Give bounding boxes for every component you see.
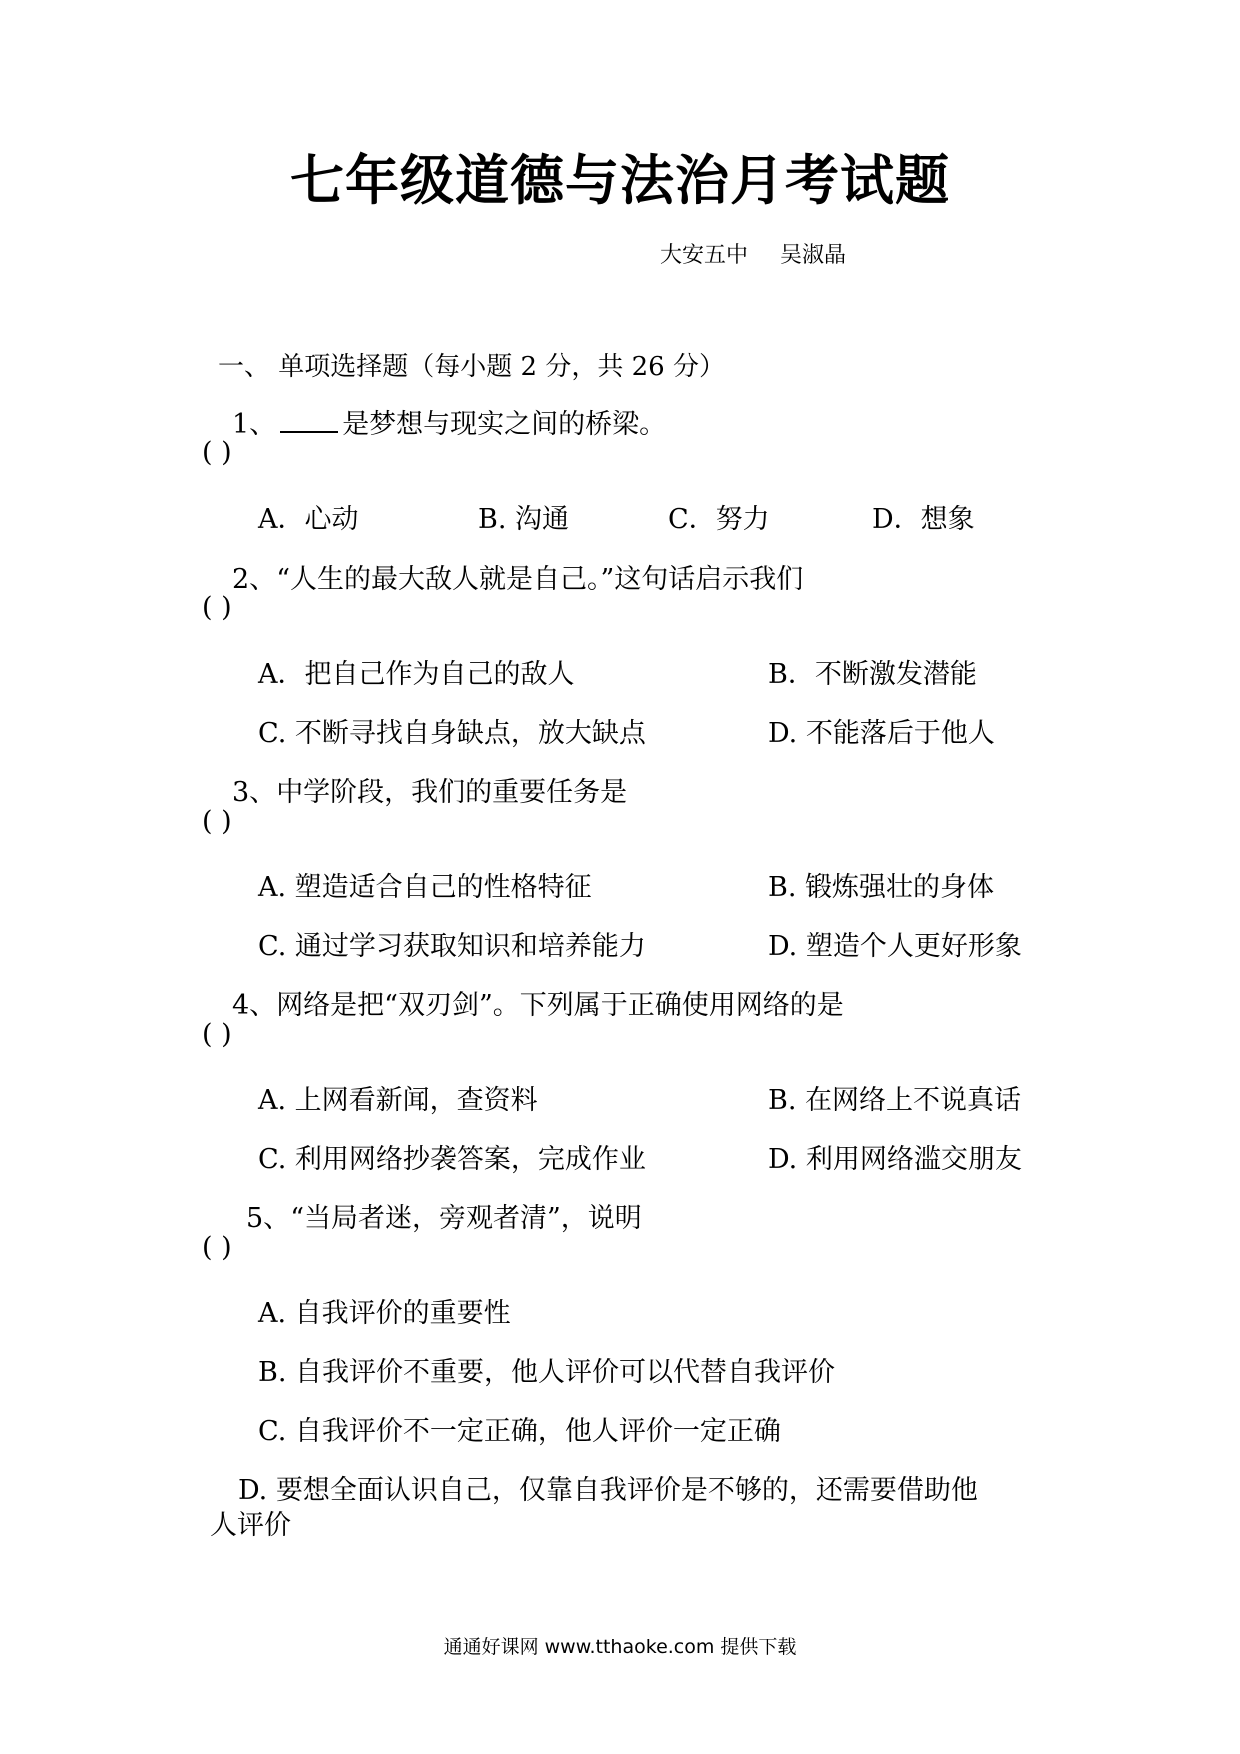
option-d: D. 要想全面认识自己，仅靠自我评价是不够的，还需要借助他 <box>238 1475 978 1506</box>
option-c: C. 通过学习获取知识和培养能力 <box>258 931 646 962</box>
question-text: “当局者迷，旁观者清”，说明 <box>290 1203 642 1234</box>
option-c: C．努力 <box>668 504 770 535</box>
author-line <box>660 238 878 269</box>
author-name: 吴淑晶 <box>780 243 847 268</box>
option-c: C. 自我评价不一定正确，他人评价一定正确 <box>258 1416 781 1447</box>
question-5 <box>246 1196 642 1235</box>
question-number: 2、 <box>232 564 277 595</box>
answer-paren[interactable]: ( ) <box>202 592 232 623</box>
question-text: 是梦想与现实之间的桥梁。 <box>342 409 667 440</box>
question-4 <box>232 983 844 1022</box>
section-heading: 一、 单项选择题（每小题 2 分，共 26 分） <box>218 352 725 382</box>
question-2 <box>232 557 803 596</box>
option-d: D. 塑造个人更好形象 <box>768 931 1022 962</box>
answer-paren[interactable]: ( ) <box>202 806 232 837</box>
option-c: C. 利用网络抄袭答案，完成作业 <box>258 1144 646 1175</box>
option-c: C. 不断寻找自身缺点，放大缺点 <box>258 718 646 749</box>
question-text: 中学阶段，我们的重要任务是 <box>276 777 628 808</box>
question-number: 3、 <box>232 777 277 808</box>
download-footer: 通通好课网 www.tthaoke.com 提供下载 <box>443 1636 797 1658</box>
option-d: D．想象 <box>872 504 975 535</box>
option-d: D. 不能落后于他人 <box>768 718 995 749</box>
option-b: B．不断激发潜能 <box>768 659 977 690</box>
option-b: B. 自我评价不重要，他人评价可以代替自我评价 <box>258 1357 836 1388</box>
question-number: 4、 <box>232 990 277 1021</box>
question-text: “人生的最大敌人就是自己。”这句话启示我们 <box>276 564 804 595</box>
question-number: 5、 <box>246 1203 291 1234</box>
option-d-continued: 人评价 <box>210 1510 291 1541</box>
answer-paren[interactable]: ( ) <box>202 437 232 468</box>
page-title: 七年级道德与法治月考试题 <box>290 148 950 212</box>
answer-paren[interactable]: ( ) <box>202 1232 232 1263</box>
option-a: A. 上网看新闻，查资料 <box>258 1085 538 1116</box>
option-b: B. 锻炼强壮的身体 <box>768 872 995 903</box>
option-a: A．心动 <box>258 504 359 535</box>
option-a: A. 塑造适合自己的性格特征 <box>258 872 592 903</box>
question-1 <box>232 402 666 441</box>
question-3 <box>232 770 627 809</box>
option-d: D. 利用网络滥交朋友 <box>768 1144 1022 1175</box>
option-a: A. 自我评价的重要性 <box>258 1298 511 1329</box>
answer-blank[interactable] <box>280 407 338 433</box>
author-school: 大安五中 <box>660 243 749 268</box>
question-text: 网络是把“双刃剑”。下列属于正确使用网络的是 <box>276 990 844 1021</box>
option-b: B. 在网络上不说真话 <box>768 1085 1022 1116</box>
question-number: 1、 <box>232 409 277 440</box>
answer-paren[interactable]: ( ) <box>202 1019 232 1050</box>
option-b: B. 沟通 <box>478 504 570 535</box>
option-a: A．把自己作为自己的敌人 <box>258 659 575 690</box>
